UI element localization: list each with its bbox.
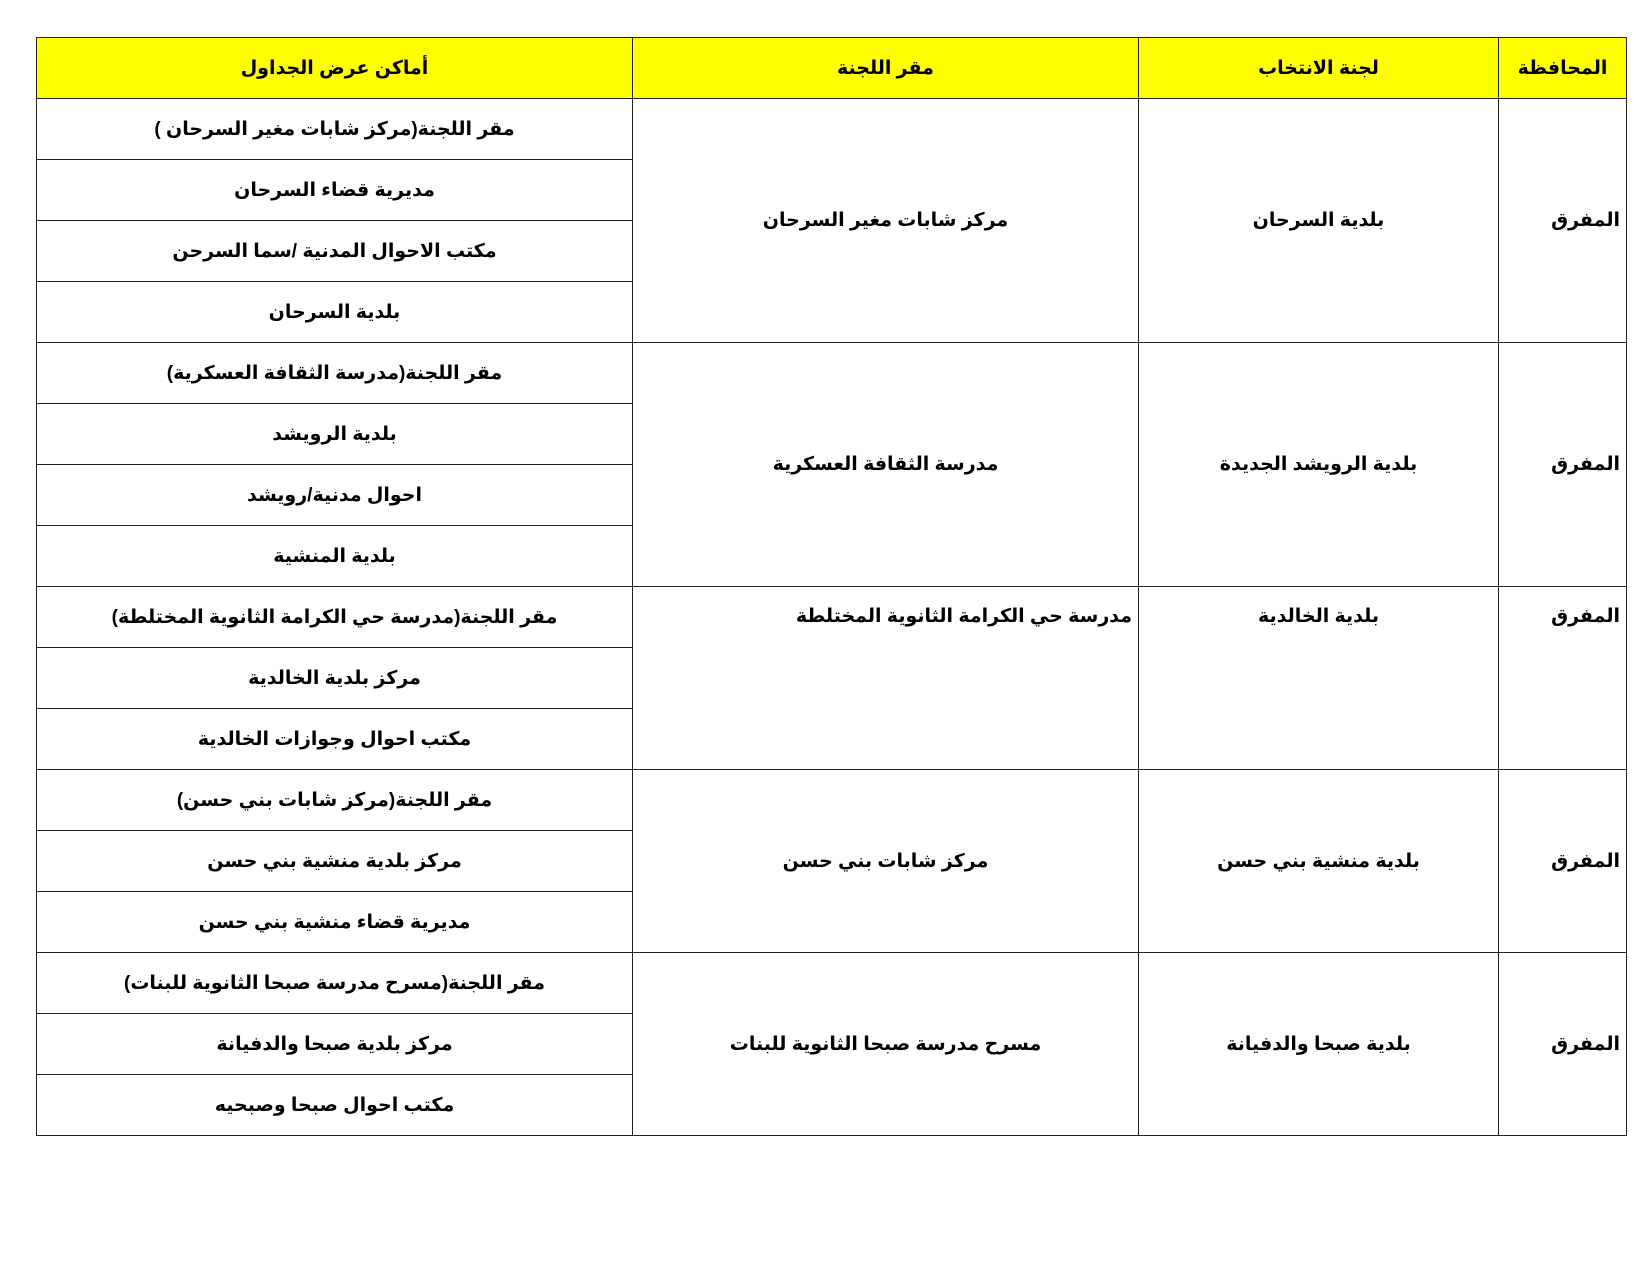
place-cell: مكتب احوال وجوازات الخالدية: [37, 709, 633, 770]
governorate-cell: المفرق: [1499, 587, 1627, 770]
committee-cell: بلدية الرويشد الجديدة: [1139, 343, 1499, 587]
place-cell: مركز بلدية صبحا والدفيانة: [37, 1014, 633, 1075]
header-seat: مقر اللجنة: [633, 38, 1139, 99]
place-cell: مديرية قضاء السرحان: [37, 160, 633, 221]
place-cell: مقر اللجنة(مركز شابات مغير السرحان ): [37, 99, 633, 160]
table-row: [37, 770, 1627, 831]
table-row: [37, 99, 1627, 160]
committee-cell: بلدية الخالدية: [1139, 587, 1499, 770]
place-cell: مقر اللجنة(مركز شابات بني حسن): [37, 770, 633, 831]
place-cell: بلدية السرحان: [37, 282, 633, 343]
place-cell: بلدية الرويشد: [37, 404, 633, 465]
header-committee: لجنة الانتخاب: [1139, 38, 1499, 99]
committee-cell: بلدية صبحا والدفيانة: [1139, 953, 1499, 1136]
header-places: أماكن عرض الجداول: [37, 38, 633, 99]
header-row: [37, 38, 1627, 99]
table-row: [37, 587, 1627, 648]
governorate-cell: المفرق: [1499, 770, 1627, 953]
seat-cell: مسرح مدرسة صبحا الثانوية للبنات: [633, 953, 1139, 1136]
place-cell: مديرية قضاء منشية بني حسن: [37, 892, 633, 953]
table-row: [37, 343, 1627, 404]
elections-table: [36, 37, 1627, 1136]
place-cell: مقر اللجنة(مسرح مدرسة صبحا الثانوية للبنات): [37, 953, 633, 1014]
committee-cell: بلدية منشية بني حسن: [1139, 770, 1499, 953]
place-cell: احوال مدنية/رويشد: [37, 465, 633, 526]
governorate-cell: المفرق: [1499, 343, 1627, 587]
header-governorate: المحافظة: [1499, 38, 1627, 99]
seat-cell: مدرسة الثقافة العسكرية: [633, 343, 1139, 587]
place-cell: بلدية المنشية: [37, 526, 633, 587]
place-cell: مكتب الاحوال المدنية /سما السرحن: [37, 221, 633, 282]
place-cell: مركز بلدية الخالدية: [37, 648, 633, 709]
committee-cell: بلدية السرحان: [1139, 99, 1499, 343]
place-cell: مكتب احوال صبحا وصبحيه: [37, 1075, 633, 1136]
governorate-cell: المفرق: [1499, 99, 1627, 343]
governorate-cell: المفرق: [1499, 953, 1627, 1136]
place-cell: مركز بلدية منشية بني حسن: [37, 831, 633, 892]
place-cell: مقر اللجنة(مدرسة الثقافة العسكرية): [37, 343, 633, 404]
place-cell: مقر اللجنة(مدرسة حي الكرامة الثانوية المختلطة): [37, 587, 633, 648]
table-row: [37, 953, 1627, 1014]
seat-cell: مركز شابات بني حسن: [633, 770, 1139, 953]
seat-cell: مدرسة حي الكرامة الثانوية المختلطة: [633, 587, 1139, 770]
seat-cell: مركز شابات مغير السرحان: [633, 99, 1139, 343]
